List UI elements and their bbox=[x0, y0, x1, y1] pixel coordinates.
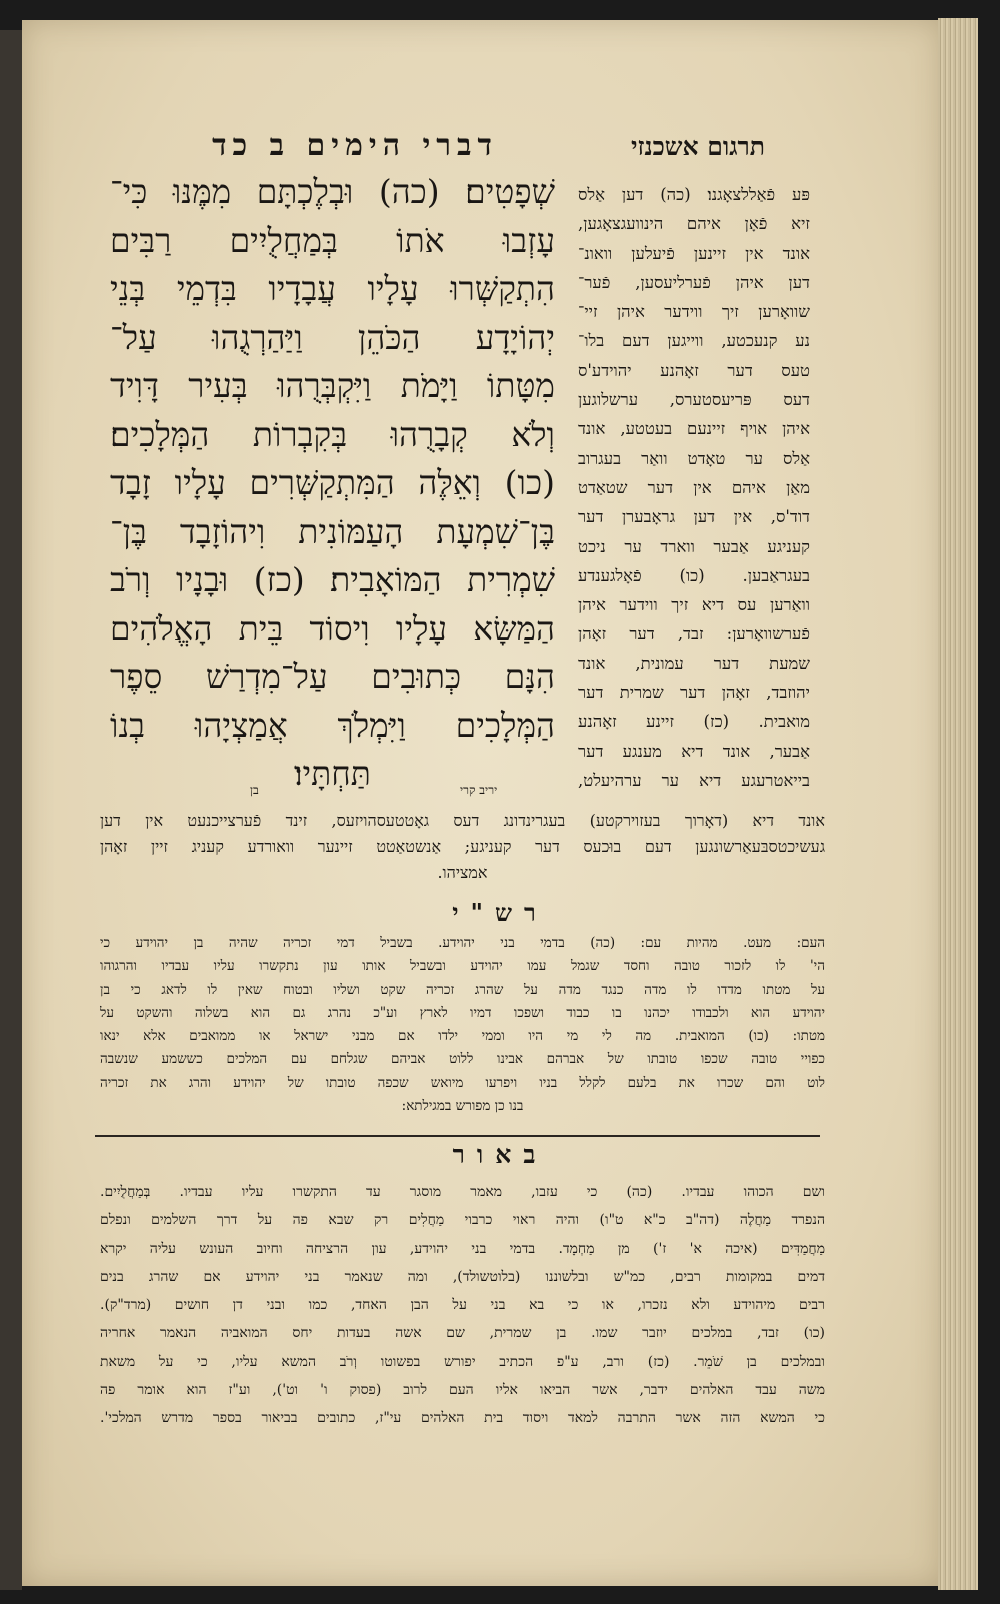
text-line: תַּחְתָּיו׃ bbox=[294, 754, 371, 793]
text-line: וְלֹא קְבָרֻהוּ בְּקִבְרוֹת הַמְּלָכִים׃ bbox=[110, 414, 555, 454]
translation-line: מואבית. (כז) זיינע זאָהנע bbox=[578, 712, 810, 732]
translation-line: אונד דיא (דאָרוך בעזוירקטע) בעגרינדונג דעס גאָטטעסהויזעס, זינד פֿערצייכנעט אין דען bbox=[100, 811, 825, 830]
commentary-line: משה עבד האלהים ידבר, אשר הביאו אליו העם לרוב (פסוק ו' וט'), וע"ז הוא אומר פה bbox=[100, 1382, 825, 1399]
commentary-line: מַחֲמַדִּים (איכה א' ז') מן מַחְמָד. בדמי בני יהוידע, עון הרציחה וחיוב העונש עליה יקרא bbox=[100, 1240, 825, 1257]
translation-line: איהן אויף זיינעם בעטטע, אונד bbox=[578, 419, 810, 439]
text-line: יְהוֹיָדָע הַכֹּהֵן וַיַּהַרְגֻהוּ עַל־ bbox=[110, 317, 555, 357]
commentary-line: דמים במקומות רבים, כמ"ש ובלשוננו (בלוטשולד), ומה שנאמר בני יהוידע אם שהרג בנים bbox=[100, 1268, 825, 1285]
rashi-commentary bbox=[100, 932, 825, 1118]
section-divider bbox=[95, 1135, 820, 1137]
translation-line: וואַרען עס דיא זיך ווידער איהן bbox=[578, 595, 810, 615]
translation-line: שמעת דער עמונית, אונד bbox=[578, 653, 810, 673]
translation-line: דעס פּריעסטערס, ערשלוגען bbox=[578, 390, 810, 410]
biur-heading: באור bbox=[452, 1140, 548, 1169]
text-line: הַמְּלָכִים וַיִּמְלֹךְ אֲמַצְיָהוּ בְנוֹ bbox=[110, 705, 555, 745]
translation-continuation bbox=[100, 808, 825, 886]
translation-line: קעניגע אַבער ווארד ער ניכט bbox=[578, 536, 810, 556]
commentary-line: ובמלכים בן שֹׁמֵר. (כז) ורב, ע"פ הכתיב יפורש בפשוטו וְרֹב המשא עליו, כי על משאת bbox=[100, 1353, 825, 1370]
commentary-line: הנפרד מַחֲלֶה (דה"ב כ"א ט"ו) והיה ראוי כרבוי מַחֲלִים רק שבא פה על דרך השלמים ונפלם bbox=[100, 1212, 825, 1229]
text-line: עָזְבוּ אֹתוֹ בְּמַחֲלֻיִים רַבִּים bbox=[110, 220, 555, 260]
commentary-line: רבים מיהוידע ולא נזכרו, או כי בא בני על הבן האחד, כמו ובני דן חושים (מרד"ק). bbox=[100, 1297, 825, 1314]
main-hebrew-text bbox=[110, 168, 555, 799]
page-edges bbox=[938, 18, 978, 1590]
translation-line: פּע פֿאַללצאָגנו׃ (כה) דען אַלס bbox=[578, 185, 810, 204]
translation-line: זיא פֿאָן איהם הינוועגצאָגען, bbox=[578, 214, 810, 234]
translation-line: טעס דער זאָהנע יהוידע'ס bbox=[578, 360, 810, 380]
commentary-line: מטתו: (כו) המואבית. מה לי מי היו וממי ילדו אם מבני ישראל או ממואבים אלא ינאו bbox=[100, 1028, 825, 1045]
translation-line: אונד אין זיינען פֿיעלען וואונ־ bbox=[578, 243, 810, 263]
commentary-line: יהוידע הוא ולכבודו יכהנו בו כבוד ושפכו דמיו לארץ וע"כ נהרג גם הוא בשלוה והשקט על bbox=[100, 1004, 825, 1021]
commentary-line: ושם הכוהו עבדיו. (כה) כי עזבו, מאמר מוסגר עד התקשרו עליו עבדיו. בְּמַחֲלֻיִים. bbox=[100, 1184, 825, 1200]
translation-line: דען איהן פֿערליעסען, פֿער־ bbox=[578, 272, 810, 292]
commentary-line: העם: מעט. מהיות עם: (כה) בדמי בני יהוידע. בשביל דמי זכריה שהיה בן יהוידע כי bbox=[100, 935, 825, 951]
translation-line: מאַן איהם אין דער שטאַדט bbox=[578, 477, 810, 497]
translation-line: בעגראַבען. (כו) פֿאָלגענדע bbox=[578, 565, 810, 585]
translation-line: געשיכטסבּעאַרשונגען דעם בוּכעס דער קעניגע; אַנשטאַטט זיינער וואורדע קעניג זיין זאָהן bbox=[100, 837, 825, 856]
text-line: הִתְקַשְּׁרוּ עָלָיו עֲבָדָיו בִּדְמֵי בְּנֵי bbox=[110, 269, 555, 308]
translation-line: שוואָרען זיך ווידער איהן זיי־ bbox=[578, 302, 810, 322]
translation-column bbox=[578, 180, 810, 795]
commentary-line: (כו) זבד, במלכים יוזבר שמו. בן שמרית, שם אשה בעדות יחס המואביה הנאמר אחריה bbox=[100, 1325, 825, 1342]
text-line: שְׁפָטִים׃ (כה) וּבְלֶכְתָּם מִמֶּנּוּ כִּי־ bbox=[110, 172, 555, 211]
translation-line: יהוזבד, זאָהן דער שמרית דער bbox=[578, 683, 810, 703]
translation-line: אַלס ער טאָדט וואַר בעגרוב bbox=[578, 448, 810, 468]
text-line: שִׁמְרִית הַמּוֹאָבִית׃ (כז) וּבָנָיו וְרֹב bbox=[110, 560, 555, 599]
biur-commentary bbox=[100, 1178, 825, 1433]
translation-line: דוד'ס, אין דען גראָבערן דער bbox=[578, 507, 810, 527]
commentary-line: הי' לו לזכור טובה וחסד שגמל עמו יהוידע ובשביל אותו עון נתקשרו עליו עבדיו והרגוהו bbox=[100, 958, 825, 975]
qere-note-word: בן bbox=[250, 783, 259, 797]
qere-note-text: יריב קרי bbox=[460, 783, 498, 797]
translation-line: אמציהו. bbox=[437, 863, 488, 882]
translation-line: פֿערשוואָרען: זבד, דער זאָהן bbox=[578, 624, 810, 644]
translation-line: נע קנעכטע, ווייגען דעם בלו־ bbox=[578, 331, 810, 351]
running-header-title: דברי הימים ב כד bbox=[212, 128, 498, 163]
commentary-line: כפויי טובה שכפו טובתו של אברהם אבינו ללוט אביהם שגלחם עם המלכים כששמע שנשבה bbox=[100, 1051, 825, 1068]
commentary-line: בנו כן מפורש במגילתא: bbox=[401, 1098, 524, 1115]
translation-line: בייאטרעגע דיא ער ערהיעלט, bbox=[578, 770, 810, 790]
text-line: בֶּן־שִׁמְעָת הָעַמּוֹנִית וִיהוֹזָבָד בֶּן־ bbox=[110, 511, 555, 551]
commentary-line: כי המשא הזה אשר התרבה למאד ויסוד בית האלהים עי"ז, כתובים בביאור בספר מדרש המלכי'. bbox=[100, 1410, 825, 1427]
text-line: (כו) וְאֵלֶּה הַמִּתְקַשְּׁרִים עָלָיו זָבָד bbox=[110, 463, 555, 502]
rashi-heading: רש"י bbox=[452, 898, 548, 927]
text-line: הִנָּם כְּתוּבִים עַל־מִדְרַשׁ סֵפֶר bbox=[110, 657, 555, 696]
commentary-line: על מטתו מדדו לו מדה כנגד מדה על שהרג זכריה שקט ושליו ובטוח שאין לו לדאג כי בן bbox=[100, 981, 825, 998]
commentary-line: לוט והם שכרו את בלעם לקלל בניו ויפרעו מיואש שכפה טובתו של יהוידע והרג את זכריה bbox=[100, 1074, 825, 1091]
book-gutter bbox=[0, 30, 22, 1590]
translation-column-header: תרגום אשכנזי bbox=[630, 132, 766, 161]
translation-line: אַבער, אונד דיא מענגע דער bbox=[578, 741, 810, 761]
text-line: מִטָּתוֹ וַיָּמֹת וַיִּקְבְּרֻהוּ בְּעִיר דָּוִיד bbox=[110, 366, 555, 405]
text-line: הַמַּשָּׂא עָלָיו וִיסוֹד בֵּית הָאֱלֹהִים bbox=[110, 608, 555, 648]
